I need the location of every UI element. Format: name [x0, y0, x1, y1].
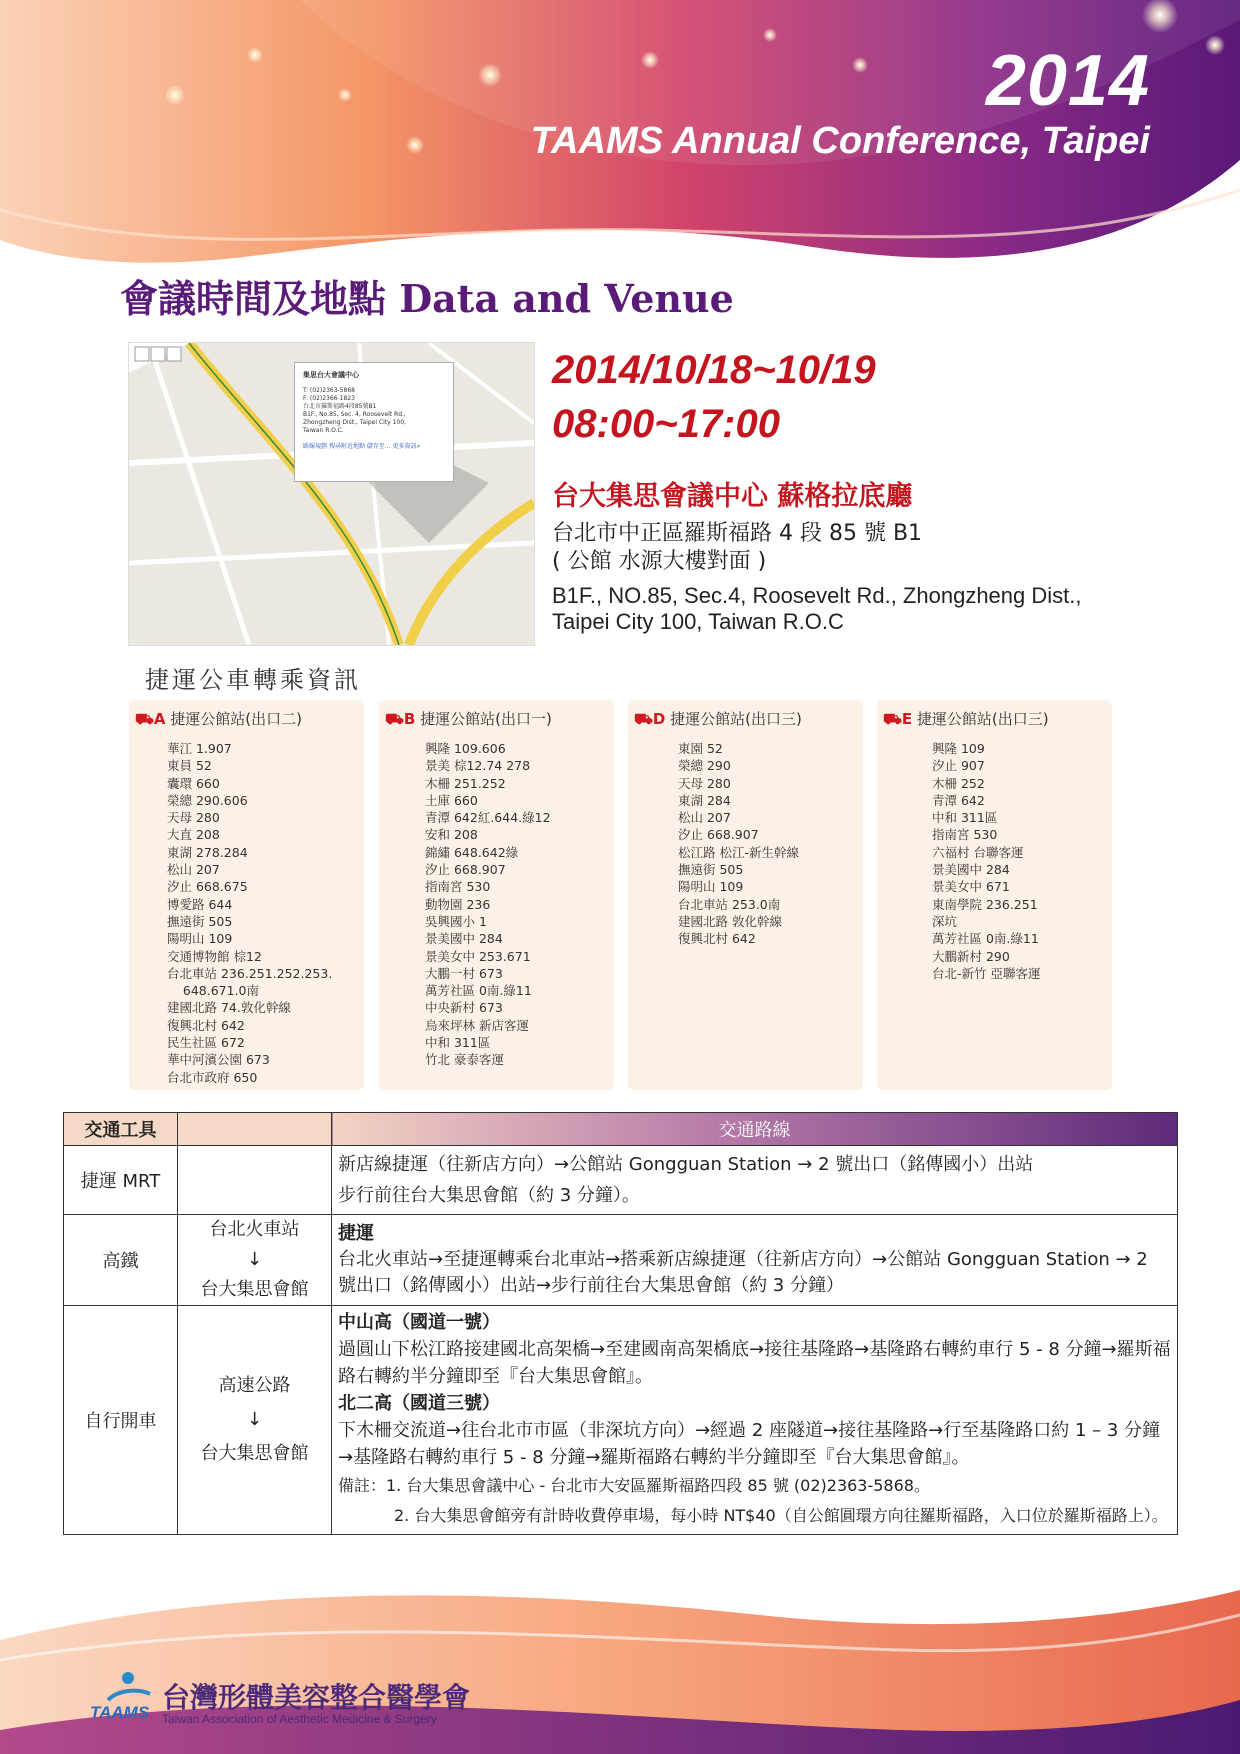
route-item: 景美女中 253.671	[425, 948, 531, 964]
route-item: 景美 棕12.74 278	[425, 758, 531, 774]
map-popup-line: T: (02)2363-5868	[303, 387, 355, 394]
route-item: 撫遠街 505	[167, 913, 233, 929]
mode-cell: 捷運 MRT	[64, 1146, 178, 1215]
route-item: 陽明山 109	[678, 879, 744, 895]
conference-year: 2014	[985, 41, 1150, 121]
route-line: 下木柵交流道→往台北市市區（非深坑方向）→經過 2 座隧道→接往基隆路→行至基隆路口約 1 – 3 分鐘→基隆路右轉約車行 5 - 8 分鐘→羅斯福路右轉約半分鐘即至『台大集思會館』。	[338, 1420, 1161, 1468]
route-item: 汐止 668.907	[425, 862, 506, 878]
map-popup-link[interactable]: 儲存至...	[366, 443, 391, 450]
arrow-down-icon: ↓	[246, 1249, 263, 1270]
route-item: 台北-新竹 亞聯客運	[932, 965, 1041, 981]
route-heading: 捷運	[338, 1223, 374, 1244]
header-from	[178, 1113, 332, 1146]
route-list	[877, 740, 1112, 982]
route-note: 備註：1. 台大集思會議中心 - 台北市大安區羅斯福路四段 85 號 (02)2363-5868。	[338, 1476, 930, 1495]
event-time: 08:00~17:00	[552, 402, 780, 446]
route-cell	[332, 1215, 1178, 1306]
station-letter: B	[403, 710, 416, 728]
route-heading: 北二高（國道三號）	[338, 1393, 500, 1414]
route-item: 東南學院 236.251	[932, 896, 1038, 912]
conference-title: TAAMS Annual Conference, Taipei	[530, 120, 1150, 162]
from-destination: 台大集思會館	[200, 1443, 309, 1464]
from-cell	[178, 1306, 332, 1535]
route-item: 中和 311區	[425, 1035, 491, 1051]
route-item: 六福村 台聯客運	[932, 844, 1024, 860]
station-header	[883, 708, 1112, 730]
route-item: 648.671.0南	[167, 983, 260, 999]
station-header	[135, 708, 364, 730]
map-popup-link[interactable]: 更多資訊»	[392, 443, 421, 450]
route-item: 景美女中 671	[932, 879, 1010, 895]
route-item: 景美國中 284	[425, 931, 503, 947]
route-item: 囊環 660	[167, 775, 220, 791]
header-route: 交通路線	[332, 1113, 1178, 1146]
bus-icon: ⛟	[883, 710, 902, 728]
route-item: 榮總 290	[678, 758, 731, 774]
route-item: 天母 280	[678, 775, 731, 791]
mode-cell: 高鐵	[64, 1215, 178, 1306]
route-item: 萬芳社區 0南.綠11	[425, 983, 532, 999]
route-item: 華中河濱公園 673	[167, 1052, 270, 1068]
table-row	[64, 1215, 1178, 1306]
venue-address-en-line2: Taipei City 100, Taiwan R.O.C	[552, 609, 844, 634]
station-letter: E	[901, 710, 913, 728]
route-item: 復興北村 642	[678, 931, 756, 947]
arrow-down-icon: ↓	[246, 1409, 263, 1430]
route-item: 動物園 236	[425, 896, 491, 912]
map-popup-link[interactable]: 路線規劃	[303, 443, 328, 450]
bus-icon: ⛟	[634, 710, 653, 728]
station-column-e	[877, 700, 1112, 1090]
route-item: 汐止 668.675	[167, 879, 248, 895]
route-note: 2. 台大集思會館旁有計時收費停車場，每小時 NT$40（自公館圓環方向往羅斯福路，入口位於羅斯福路上）。	[394, 1506, 1168, 1525]
route-item: 華江 1.907	[167, 741, 232, 756]
route-item: 榮總 290.606	[167, 792, 248, 808]
route-line: 步行前往台大集思會館（約 3 分鐘）。	[338, 1185, 640, 1206]
station-letter: A	[153, 710, 166, 728]
venue-address: 台北市中正區羅斯福路 4 段 85 號 B1	[552, 521, 923, 546]
station-name: 捷運公館站(出口三)	[916, 710, 1049, 728]
transfer-title: 捷運公車轉乘資訊	[145, 666, 361, 694]
route-item: 竹北 豪泰客運	[425, 1052, 504, 1068]
route-item: 天母 280	[167, 810, 220, 826]
station-name: 捷運公館站(出口一)	[420, 710, 552, 728]
route-item: 松山 207	[167, 862, 220, 878]
route-item: 中和 311區	[932, 810, 998, 826]
route-line: 新店線捷運（往新店方向）→公館站 Gongguan Station → 2 號出口（銘傳國小）出站	[338, 1154, 1034, 1175]
station-name: 捷運公館站(出口三)	[670, 710, 802, 728]
route-item: 民生社區 672	[167, 1035, 245, 1051]
section-title: 會議時間及地點 Data and Venue	[120, 276, 734, 321]
route-item: 博愛路 644	[167, 896, 233, 912]
station-column-a	[129, 700, 364, 1090]
route-item: 大直 208	[167, 827, 220, 843]
station-header	[634, 708, 863, 730]
route-item: 建國北路 74.敦化幹線	[167, 1000, 291, 1016]
bus-icon: ⛟	[135, 710, 154, 728]
map-popup-line: B1F., No.85, Sec. 4, Roosevelt Rd.,	[303, 411, 406, 418]
route-item: 汐止 668.907	[678, 827, 759, 843]
route-item: 興隆 109	[932, 741, 985, 756]
route-item: 中央新村 673	[425, 1000, 503, 1016]
taams-logo-icon	[88, 1670, 158, 1722]
route-item: 大鵬一村 673	[425, 965, 503, 981]
route-item: 東湖 278.284	[167, 844, 248, 860]
org-name-en: Taiwan Association of Aesthetic Medicine & Surgery	[162, 1712, 437, 1726]
from-origin: 台北火車站	[209, 1219, 300, 1240]
route-item: 撫遠街 505	[678, 862, 744, 878]
route-item: 東湖 284	[678, 792, 731, 808]
map-info-popup[interactable]	[294, 362, 454, 482]
from-cell	[178, 1146, 332, 1215]
station-letter: D	[652, 710, 666, 728]
route-item: 萬芳社區 0南.綠11	[932, 931, 1039, 947]
table-row	[64, 1306, 1178, 1535]
map-popup-line: Zhongzheng Dist., Taipei City 100,	[303, 419, 406, 426]
route-item: 松江路 松江-新生幹線	[678, 844, 799, 860]
bus-icon: ⛟	[385, 710, 404, 728]
route-item: 指南宮 530	[932, 827, 998, 843]
station-header	[385, 708, 614, 730]
from-destination: 台大集思會館	[200, 1279, 309, 1300]
route-list	[628, 740, 863, 948]
route-item: 大鵬新村 290	[932, 948, 1010, 964]
route-table	[63, 1112, 1178, 1535]
event-date: 2014/10/18~10/19	[552, 348, 876, 392]
org-name-cn: 台灣形體美容整合醫學會	[162, 1681, 471, 1714]
venue-address-note: ( 公館 水源大樓對面 )	[552, 549, 767, 574]
route-cell	[332, 1306, 1178, 1535]
route-item: 松山 207	[678, 810, 731, 826]
route-item: 復興北村 642	[167, 1017, 245, 1033]
route-item: 吳興國小 1	[425, 913, 487, 929]
from-cell	[178, 1215, 332, 1306]
route-item: 烏來坪林 新店客運	[425, 1017, 529, 1033]
route-item: 台北車站 236.251.252.253.	[167, 965, 333, 981]
route-item: 汐止 907	[932, 758, 985, 774]
table-row	[64, 1146, 1178, 1215]
footer-background	[0, 1580, 1240, 1754]
route-table-header	[64, 1113, 1178, 1146]
route-item: 錦繡 648.642綠	[425, 844, 519, 860]
station-column-d	[628, 700, 863, 1090]
route-list	[379, 740, 614, 1069]
route-item: 建國北路 敦化幹線	[678, 913, 782, 929]
route-line: 台北火車站→至捷運轉乘台北車站→搭乘新店線捷運（往新店方向）→公館站 Gongguan Station → 2 號出口（銘傳國小）出站→步行前往台大集思會館（約 3 分鐘）	[338, 1249, 1148, 1296]
route-item: 指南宮 530	[425, 879, 491, 895]
route-item: 東園 52	[678, 741, 723, 756]
route-item: 土庫 660	[425, 792, 478, 808]
route-line: 過圓山下松江路接建國北高架橋→至建國南高架橋底→接往基隆路→基隆路右轉約車行 5 - 8 分鐘→羅斯福路右轉約半分鐘即至『台大集思會館』。	[338, 1339, 1171, 1387]
route-item: 木柵 252	[932, 775, 985, 791]
event-venue: 台大集思會議中心 蘇格拉底廳	[552, 481, 913, 512]
route-item: 深坑	[932, 913, 958, 929]
route-item: 木柵 251.252	[425, 775, 506, 791]
route-item: 興隆 109.606	[425, 741, 506, 756]
route-item: 青潭 642紅.644.綠12	[425, 810, 551, 826]
map-popup-line: 台北市羅斯福路4段85號B1	[303, 403, 377, 410]
map-popup-line: Taiwan R.O.C.	[303, 427, 344, 434]
route-list	[129, 740, 364, 1086]
route-item: 安和 208	[425, 827, 478, 843]
station-column-b	[379, 700, 614, 1090]
route-item: 青潭 642	[932, 792, 985, 808]
route-heading: 中山高（國道一號）	[338, 1312, 500, 1333]
map-popup-link[interactable]: 搜尋附近地點	[328, 443, 365, 450]
route-item: 景美國中 284	[932, 862, 1010, 878]
route-item: 東員 52	[167, 758, 212, 774]
mode-cell: 自行開車	[64, 1306, 178, 1535]
route-item: 交通博物館 棕12	[167, 948, 262, 964]
header-mode: 交通工具	[64, 1113, 178, 1146]
route-item: 台北車站 253.0南	[678, 896, 781, 912]
from-origin: 高速公路	[218, 1375, 291, 1396]
station-name: 捷運公館站(出口二)	[170, 710, 302, 728]
logo-mark-text: TAAMS	[90, 1703, 150, 1722]
map-popup-line: F: (02)2366-1823	[303, 395, 355, 402]
venue-address-en-line1: B1F., NO.85, Sec.4, Roosevelt Rd., Zhongzheng Dist.,	[552, 583, 1082, 608]
map-popup-title: 集思台大會議中心	[303, 371, 359, 379]
route-item: 陽明山 109	[167, 931, 233, 947]
route-item: 台北市政府 650	[167, 1069, 258, 1085]
route-cell	[332, 1146, 1178, 1215]
